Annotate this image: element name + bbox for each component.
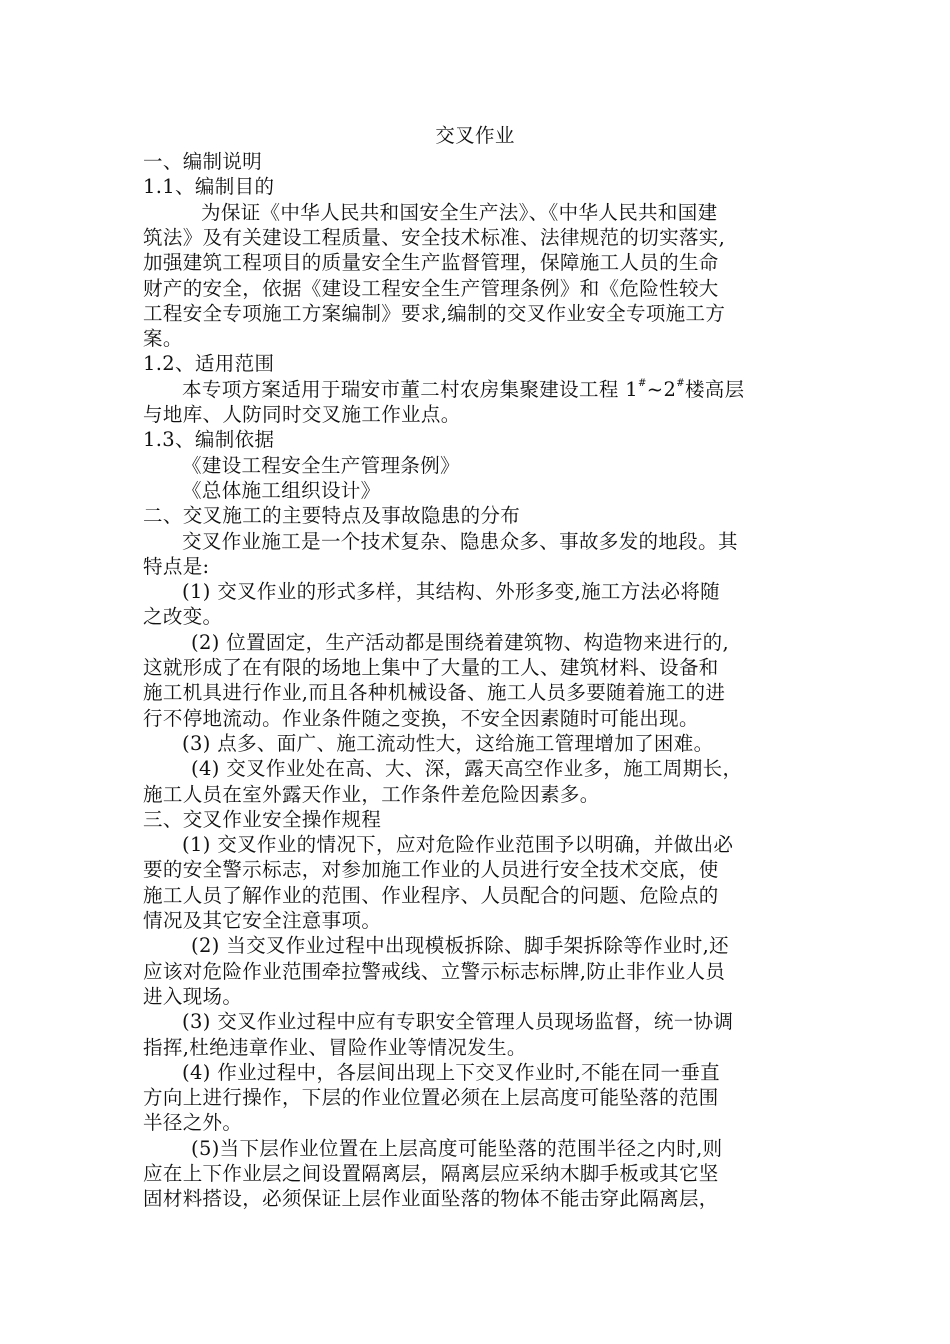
text-line: 交叉作业施工是一个技术复杂、隐患众多、事故多发的地段。其 bbox=[182, 529, 738, 553]
text-line: 应在上下作业层之间设置隔离层，隔离层应采纳木脚手板或其它坚 bbox=[143, 1162, 719, 1185]
text-line: (1) 交叉作业的形式多样，其结构、外形多变,施工方法必将随 bbox=[182, 580, 721, 604]
text-line: 二、交叉施工的主要特点及事故隐患的分布 bbox=[143, 504, 521, 528]
text-line: (3) 点多、面广、施工流动性大，这给施工管理增加了困难。 bbox=[182, 731, 714, 755]
text-line: 加强建筑工程项目的质量安全生产监督管理，保障施工人员的生命 bbox=[143, 251, 719, 275]
text-line: 施工机具进行作业,而且各种机械设备、施工人员多要随着施工的进 bbox=[143, 681, 726, 705]
text-line: 财产的安全，依据《建设工程安全生产管理条例》和《危险性较大 bbox=[143, 276, 719, 300]
text-line: 筑法》及有关建设工程质量、安全技术标准、法律规范的切实落实, bbox=[143, 225, 726, 249]
text-line: 应该对危险作业范围牵拉警戒线、立警示标志标牌,防止非作业人员 bbox=[143, 959, 726, 983]
text-line: 特点是: bbox=[143, 554, 210, 578]
text-line: (2) 当交叉作业过程中出现模板拆除、脚手架拆除等作业时,还 bbox=[191, 934, 730, 958]
text-line: 三、交叉作业安全操作规程 bbox=[143, 807, 382, 831]
text-line: 要的安全警示标志，对参加施工作业的人员进行安全技术交底，使 bbox=[143, 858, 719, 882]
text-line: 为保证《中华人民共和国安全生产法》、《中华人民共和国建 bbox=[201, 200, 718, 224]
text-line: 工程安全专项施工方案编制》要求,编制的交叉作业安全专项施工方 bbox=[143, 301, 726, 325]
text-line: 一、编制说明 bbox=[143, 150, 263, 173]
text-line: 本专项方案适用于瑞安市董二村农房集聚建设工程 1#~2#楼高层 bbox=[182, 377, 745, 401]
text-line: 之改变。 bbox=[143, 605, 223, 629]
text-line: 进入现场。 bbox=[143, 984, 243, 1008]
text-line: 案。 bbox=[143, 327, 183, 351]
text-line: (5)当下层作业位置在上层高度可能坠落的范围半径之内时,则 bbox=[191, 1136, 723, 1160]
text-line: 指挥,杜绝违章作业、冒险作业等情况发生。 bbox=[143, 1035, 527, 1059]
text-line: (1) 交叉作业的情况下，应对危险作业范围予以明确，并做出必 bbox=[182, 833, 734, 857]
text-line: 《建设工程安全生产管理条例》 bbox=[182, 453, 460, 477]
text-line: 半径之外。 bbox=[143, 1111, 243, 1135]
text-line: 1.3、编制依据 bbox=[143, 428, 275, 452]
text-line: (4) 作业过程中，各层间出现上下交叉作业时,不能在同一垂直 bbox=[182, 1060, 721, 1084]
text-line: 情况及其它安全注意事项。 bbox=[143, 909, 382, 932]
text-line: 方向上进行操作，下层的作业位置必须在上层高度可能坠落的范围 bbox=[143, 1086, 719, 1110]
text-line: 1.2、适用范围 bbox=[143, 352, 275, 376]
text-line: 1.1、编制目的 bbox=[143, 175, 275, 199]
document-title: 交叉作业 bbox=[435, 124, 515, 147]
text-line: (3) 交叉作业过程中应有专职安全管理人员现场监督，统一协调 bbox=[182, 1010, 734, 1034]
text-line: (2) 位置固定，生产活动都是围绕着建筑物、构造物来进行的, bbox=[191, 630, 730, 654]
text-line: 施工人员了解作业的范围、作业程序、人员配合的问题、危险点的 bbox=[143, 883, 719, 907]
text-line: 固材料搭设，必须保证上层作业面坠落的物体不能击穿此隔离层， bbox=[143, 1187, 719, 1211]
text-line: 行不停地流动。作业条件随之变换，不安全因素随时可能出现。 bbox=[143, 706, 699, 730]
text-line: (4) 交叉作业处在高、大、深，露天高空作业多，施工周期长， bbox=[191, 757, 743, 781]
text-line: 这就形成了在有限的场地上集中了大量的工人、建筑材料、设备和 bbox=[143, 656, 719, 679]
text-line: 《总体施工组织设计》 bbox=[182, 478, 381, 502]
text-line: 与地库、人防同时交叉施工作业点。 bbox=[143, 403, 461, 426]
text-line: 施工人员在室外露天作业，工作条件差危险因素多。 bbox=[143, 782, 600, 806]
